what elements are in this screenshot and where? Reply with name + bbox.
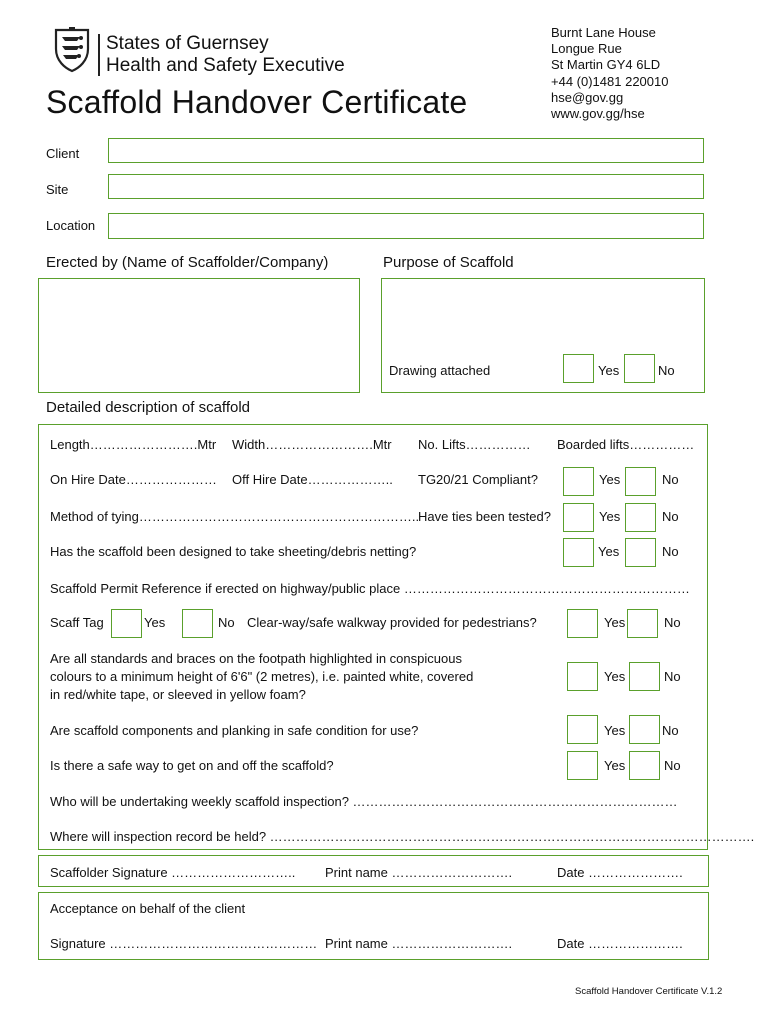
no-label: No	[662, 509, 679, 524]
safe-way-question: Is there a safe way to get on and off the scaffold?	[50, 758, 334, 773]
ties-tested-question: Have ties been tested?	[418, 509, 551, 524]
location-field[interactable]	[108, 213, 704, 239]
no-label: No	[664, 758, 681, 773]
drawing-yes-checkbox[interactable]	[563, 354, 594, 383]
address-block	[551, 25, 668, 122]
drawing-no-checkbox[interactable]	[624, 354, 655, 383]
sheeting-no-checkbox[interactable]	[625, 538, 656, 567]
off-hire-date-field[interactable]: Off Hire Date………………..	[232, 472, 393, 487]
page-title: Scaffold Handover Certificate	[46, 84, 468, 120]
sheeting-question: Has the scaffold been designed to take sheeting/debris netting?	[50, 544, 417, 559]
on-hire-date-field[interactable]: On Hire Date…………………	[50, 472, 217, 487]
yes-label: Yes	[144, 615, 166, 630]
no-label: No	[658, 363, 675, 378]
yes-label: Yes	[604, 669, 626, 684]
logo-divider	[98, 34, 100, 76]
scaff-tag-no-checkbox[interactable]	[182, 609, 213, 638]
detailed-description-heading: Detailed description of scaffold	[46, 399, 251, 416]
ties-no-checkbox[interactable]	[625, 503, 656, 532]
method-of-tying-field[interactable]: Method of tying………………………………………………………..	[50, 509, 420, 524]
boarded-lifts-field[interactable]: Boarded lifts……………	[557, 437, 695, 452]
no-label: No	[664, 615, 681, 630]
client-date-field[interactable]: Date ………………….	[557, 936, 683, 951]
scaff-tag-label: Scaff Tag	[50, 615, 104, 630]
standards-question-line1: Are all standards and braces on the footpath highlighted in conspicuous	[50, 651, 462, 666]
safe-way-yes-checkbox[interactable]	[567, 751, 598, 780]
client-label: Client	[46, 146, 80, 161]
scaff-tag-yes-checkbox[interactable]	[111, 609, 142, 638]
email-address: hse@gov.gg	[551, 89, 624, 105]
tg20-no-checkbox[interactable]	[625, 467, 656, 496]
purpose-heading: Purpose of Scaffold	[383, 254, 514, 271]
yes-label: Yes	[598, 544, 620, 559]
clearway-no-checkbox[interactable]	[627, 609, 658, 638]
yes-label: Yes	[604, 615, 626, 630]
site-field[interactable]	[108, 174, 704, 199]
safe-way-no-checkbox[interactable]	[629, 751, 660, 780]
standards-yes-checkbox[interactable]	[567, 662, 598, 691]
yes-label: Yes	[604, 723, 626, 738]
scaffolder-signature-field[interactable]: Scaffolder Signature ………………………..	[50, 865, 296, 880]
client-field[interactable]	[108, 138, 704, 163]
weekly-inspection-field[interactable]: Who will be undertaking weekly scaffold inspection? …………………………………………………………………	[50, 794, 678, 809]
clearway-question: Clear-way/safe walkway provided for pedestrians?	[247, 615, 537, 630]
no-label: No	[218, 615, 235, 630]
components-yes-checkbox[interactable]	[567, 715, 598, 744]
client-signature-field[interactable]: Signature …………………………………………	[50, 936, 318, 951]
erected-by-field[interactable]	[38, 278, 360, 393]
address-line: St Martin GY4 6LD	[551, 57, 661, 73]
length-field[interactable]: Length…………………….Mtr	[50, 437, 217, 452]
address-line: Burnt Lane House	[551, 25, 656, 40]
acceptance-heading: Acceptance on behalf of the client	[50, 901, 246, 916]
width-field[interactable]: Width…………………….Mtr	[232, 437, 392, 452]
site-label: Site	[46, 182, 69, 197]
ties-yes-checkbox[interactable]	[563, 503, 594, 532]
yes-label: Yes	[598, 363, 620, 378]
no-label: No	[662, 472, 679, 487]
location-label: Location	[46, 218, 96, 233]
erected-by-heading: Erected by (Name of Scaffolder/Company)	[46, 254, 329, 271]
permit-reference-field[interactable]: Scaffold Permit Reference if erected on highway/public place …………………………………………………………	[50, 581, 690, 596]
scaffolder-date-field[interactable]: Date ………………….	[557, 865, 683, 880]
yes-label: Yes	[599, 472, 621, 487]
footer-version: Scaffold Handover Certificate V.1.2	[575, 986, 723, 997]
yes-label: Yes	[599, 509, 621, 524]
org-name: States of Guernsey	[106, 33, 269, 54]
sheeting-yes-checkbox[interactable]	[563, 538, 594, 567]
drawing-attached-label: Drawing attached	[389, 363, 491, 378]
components-question: Are scaffold components and planking in safe condition for use?	[50, 723, 419, 738]
address-line: Longue Rue	[551, 41, 622, 57]
standards-no-checkbox[interactable]	[629, 662, 660, 691]
org-subname: Health and Safety Executive	[106, 55, 345, 76]
yes-label: Yes	[604, 758, 626, 773]
tg20-question: TG20/21 Compliant?	[418, 472, 538, 487]
tg20-yes-checkbox[interactable]	[563, 467, 594, 496]
guernsey-crest-icon	[52, 27, 92, 73]
phone-number: +44 (0)1481 220010	[551, 73, 669, 89]
components-no-checkbox[interactable]	[629, 715, 660, 744]
inspection-record-field[interactable]: Where will inspection record be held? ………………………………………………………………………………………………….	[50, 829, 755, 844]
client-print-name-field[interactable]: Print name ……………………….	[325, 936, 513, 951]
scaffolder-print-name-field[interactable]: Print name ……………………….	[325, 865, 513, 880]
website-url: www.gov.gg/hse	[551, 106, 645, 122]
lifts-field[interactable]: No. Lifts……………	[418, 437, 531, 452]
clearway-yes-checkbox[interactable]	[567, 609, 598, 638]
no-label: No	[662, 723, 679, 738]
standards-question-line2: colours to a minimum height of 6'6" (2 metres), i.e. painted white, covered	[50, 669, 474, 684]
no-label: No	[664, 669, 681, 684]
no-label: No	[662, 544, 679, 559]
standards-question-line3: in red/white tape, or sleeved in yellow foam?	[50, 687, 306, 702]
